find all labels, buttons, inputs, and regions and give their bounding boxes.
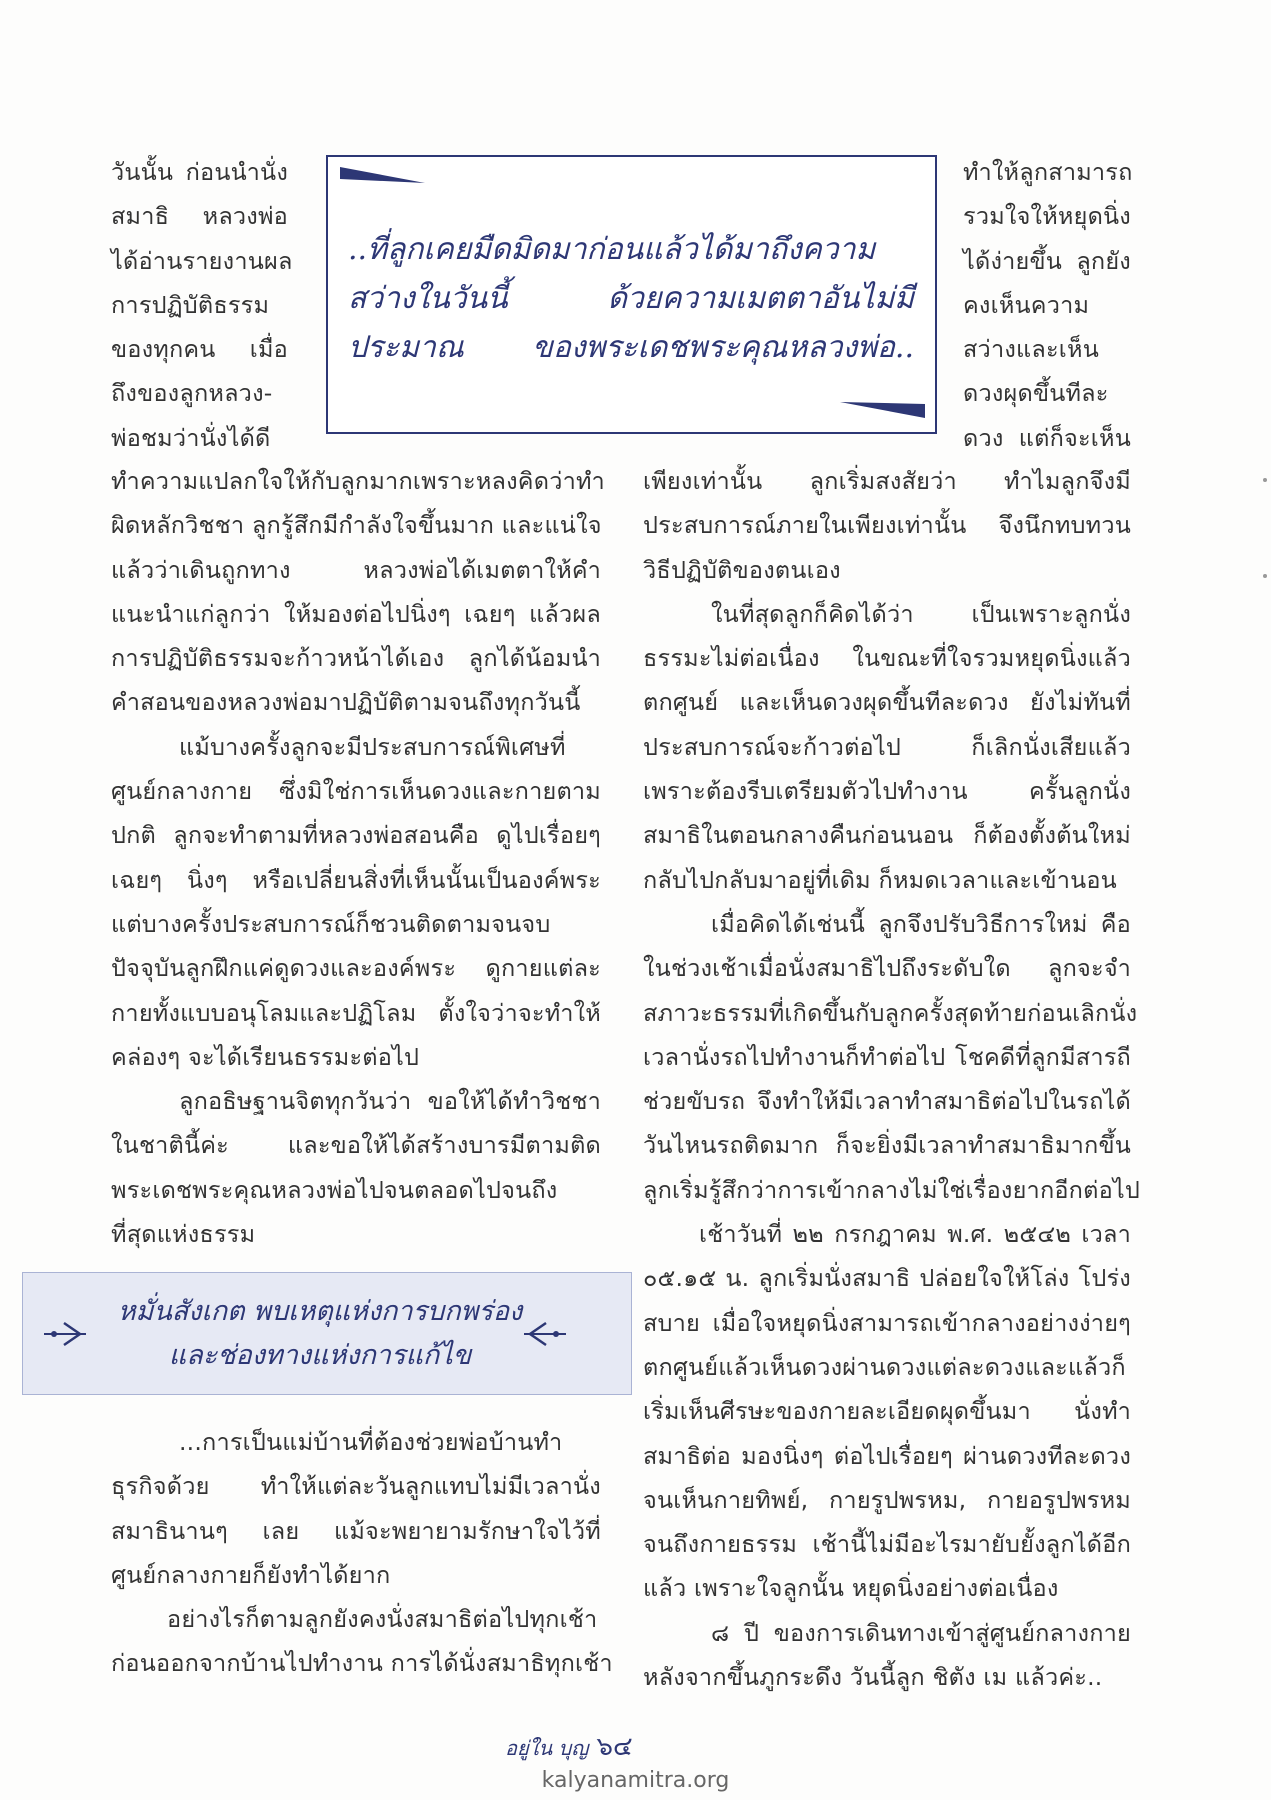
- text-line: ในที่สุดลูกก็คิดได้ว่า เป็นเพราะลูกนั่ง: [711, 599, 1131, 628]
- text-line: คล่องๆ จะได้เรียนธรรมะต่อไป: [111, 1042, 420, 1071]
- text-line: คำสอนของหลวงพ่อมาปฏิบัติตามจนถึงทุกวันนี้: [111, 688, 581, 717]
- text-line: สมาธิในตอนกลางคืนก่อนนอน ก็ต้องตั้งต้นใหม่: [643, 821, 1131, 850]
- text-line: ๐๕.๑๕ น. ลูกเริ่มนั่งสมาธิ ปล่อยใจให้โล่ง โปร่ง: [643, 1264, 1131, 1293]
- text-line: สมาธิ หลวงพ่อ: [111, 202, 288, 231]
- text-line: ของทุกคน เมื่อ: [111, 335, 288, 364]
- heading-line: และช่องทางแห่งการแก้ไข: [168, 1340, 472, 1371]
- text-line: ศูนย์กลางกายก็ยังทำได้ยาก: [111, 1560, 391, 1589]
- text-line: ทำให้ลูกสามารถ: [963, 158, 1133, 186]
- text-line: อย่างไรก็ตามลูกยังคงนั่งสมาธิต่อไปทุกเช้า: [167, 1605, 598, 1634]
- left-bottom-column: [111, 1420, 613, 1686]
- text-line: ทำความแปลกใจให้กับลูกมากเพราะหลงคิดว่าทำ: [111, 467, 605, 495]
- text-line: ในช่วงเช้าเมื่อนั่งสมาธิไปถึงระดับใด ลูกจะจำ: [643, 954, 1131, 983]
- magazine-logo: อยู่ใน บุญ: [505, 1736, 589, 1760]
- text-line: ช่วยขับรถ จึงทำให้มีเวลาทำสมาธิต่อไปในรถได้: [643, 1087, 1131, 1116]
- quote-line: ..ที่ลูกเคยมืดมิดมาก่อนแล้วได้มาถึงความ: [348, 232, 876, 267]
- text-line: สมาธิต่อ มองนิ่งๆ ต่อไปเรื่อยๆ ผ่านดวงทีละดวง: [643, 1441, 1131, 1470]
- text-line: จนเห็นกายทิพย์, กายรูปพรหม, กายอรูปพรหม: [643, 1485, 1131, 1514]
- text-line: แต่บางครั้งประสบการณ์ก็ชวนติดตามจนจบ: [111, 909, 551, 938]
- text-line: พ่อชมว่านั่งได้ดี: [111, 423, 271, 452]
- text-line: ปัจจุบันลูกฝึกแค่ดูดวงและองค์พระ ดูกายแต่ละ: [111, 954, 601, 983]
- quote-line: สว่างในวันนี้ ด้วยความเมตตาอันไม่มี: [348, 281, 914, 316]
- text-line: ที่สุดแห่งธรรม: [111, 1220, 256, 1249]
- text-line: สบาย เมื่อใจหยุดนิ่งสามารถเข้ากลางอย่างง่ายๆ: [643, 1308, 1131, 1337]
- text-line: ปกติ ลูกจะทำตามที่หลวงพ่อสอนคือ ดูไปเรื่อยๆ: [111, 821, 601, 850]
- footer-site-url: kalyanamitra.org: [541, 1768, 730, 1793]
- text-line: ลูกเริ่มรู้สึกว่าการเข้ากลางไม่ใช่เรื่องยากอีกต่อไป: [643, 1175, 1141, 1204]
- text-line: ก่อนออกจากบ้านไปทำงาน การได้นั่งสมาธิทุกเช้า: [111, 1649, 613, 1678]
- text-line: กลับไปกลับมาอยู่ที่เดิม ก็หมดเวลาและเข้านอน: [643, 865, 1117, 894]
- text-line: เมื่อคิดได้เช่นนี้ ลูกจึงปรับวิธีการใหม่ คือ: [711, 909, 1131, 938]
- text-line: กายทั้งแบบอนุโลมและปฏิโลม ตั้งใจว่าจะทำให้: [111, 998, 601, 1027]
- text-line: ดวง แต่ก็จะเห็น: [963, 423, 1131, 452]
- text-line: คงเห็นความ: [963, 290, 1090, 319]
- text-line: ธรรมะไม่ต่อเนื่อง ในขณะที่ใจรวมหยุดนิ่งแล้ว: [643, 644, 1131, 673]
- text-line: ลูกอธิษฐานจิตทุกวันว่า ขอให้ได้ทำวิชชา: [179, 1087, 601, 1116]
- text-line: ประสบการณ์ภายในเพียงเท่านั้น จึงนึกทบทวน: [643, 511, 1131, 540]
- section-heading: [100, 1290, 540, 1378]
- footer-page-marker: [505, 1726, 633, 1767]
- text-line: วันไหนรถติดมาก ก็จะยิ่งมีเวลาทำสมาธิมากขึ้น: [643, 1131, 1131, 1160]
- heading-line: หมั่นสังเกต พบเหตุแห่งการบกพร่อง: [117, 1296, 523, 1327]
- text-line: การปฏิบัติธรรมจะก้าวหน้าได้เอง ลูกได้น้อมนำ: [111, 644, 601, 673]
- text-line: ได้อ่านรายงานผล: [111, 246, 293, 275]
- text-line: ดวงผุดขึ้นทีละ: [963, 379, 1109, 408]
- pull-quote: [348, 225, 914, 372]
- text-line: สมาธินานๆ เลย แม้จะพยายามรักษาใจไว้ที่: [111, 1516, 601, 1545]
- text-line: แล้วว่าเดินถูกทาง หลวงพ่อได้เมตตาให้คำ: [111, 555, 601, 584]
- text-line: แม้บางครั้งลูกจะมีประสบการณ์พิเศษที่: [179, 732, 566, 761]
- text-line: ได้ง่ายขึ้น ลูกยัง: [963, 246, 1131, 275]
- text-line: จนถึงกายธรรม เช้านี้ไม่มีอะไรมายับยั้งลูกได้อีก: [643, 1530, 1131, 1559]
- text-line: วิธีปฏิบัติของตนเอง: [643, 555, 841, 584]
- text-line: ๘ ปี ของการเดินทางเข้าสู่ศูนย์กลางกาย: [711, 1618, 1131, 1647]
- text-line: วันนั้น ก่อนนำนั่ง: [111, 158, 288, 186]
- text-line: ตกศูนย์ และเห็นดวงผุดขึ้นทีละดวง ยังไม่ทันที่: [643, 688, 1131, 717]
- text-line: แล้ว เพราะใจลูกนั้น หยุดนิ่งอย่างต่อเนื่อง: [643, 1574, 1059, 1603]
- text-line: รวมใจให้หยุดนิ่ง: [963, 202, 1131, 231]
- text-line: เพราะต้องรีบเตรียมตัวไปทำงาน ครั้นลูกนั่ง: [643, 777, 1131, 806]
- text-line: หลังจากขึ้นภูกระดึง วันนี้ลูก ชิตัง เม แล้วค่ะ..: [643, 1663, 1103, 1692]
- quote-accent-bottom-icon: [840, 398, 925, 420]
- text-line: เริ่มเห็นศีรษะของกายละเอียดผุดขึ้นมา นั่งทำ: [643, 1397, 1131, 1426]
- text-line: สภาวะธรรมที่เกิดขึ้นกับลูกครั้งสุดท้ายก่อนเลิกนั่ง: [643, 998, 1138, 1027]
- text-line: ถึงของลูกหลวง-: [111, 379, 273, 408]
- text-line: เวลานั่งรถไปทำงานก็ทำต่อไป โชคดีที่ลูกมีสารถี: [643, 1042, 1131, 1071]
- text-line: ตกศูนย์แล้วเห็นดวงผ่านดวงแต่ละดวงและแล้วก็: [643, 1352, 1126, 1381]
- text-line: พระเดชพระคุณหลวงพ่อไปจนตลอดไปจนถึง: [111, 1175, 558, 1204]
- left-top-column: [111, 150, 293, 460]
- quote-line: ประมาณ ของพระเดชพระคุณหลวงพ่อ..: [348, 330, 914, 365]
- text-line: การปฏิบัติธรรม: [111, 290, 270, 319]
- text-line: ประสบการณ์จะก้าวต่อไป ก็เลิกนั่งเสียแล้ว: [643, 732, 1131, 761]
- text-line: ในชาตินี้ค่ะ และขอให้ได้สร้างบารมีตามติด: [111, 1131, 601, 1160]
- text-line: ธุรกิจด้วย ทำให้แต่ละวันลูกแทบไม่มีเวลานั่ง: [111, 1472, 601, 1501]
- scan-speck: [1263, 574, 1267, 578]
- text-line: ผิดหลักวิชชา ลูกรู้สึกมีกำลังใจขึ้นมาก และแน่ใจ: [111, 511, 602, 540]
- scan-speck: [1263, 478, 1267, 482]
- left-main-column: [111, 459, 605, 1256]
- text-line: ศูนย์กลางกาย ซึ่งมิใช่การเห็นดวงและกายตาม: [111, 777, 601, 806]
- right-main-column: [643, 459, 1141, 1699]
- arrow-left-ornament-icon: [42, 1320, 88, 1348]
- text-line: เฉยๆ นิ่งๆ หรือเปลี่ยนสิ่งที่เห็นนั้นเป็นองค์พระ: [111, 865, 601, 894]
- quote-accent-top-icon: [340, 165, 425, 187]
- text-line: เช้าวันที่ ๒๒ กรกฎาคม พ.ศ. ๒๕๔๒ เวลา: [699, 1220, 1131, 1249]
- text-line: ...การเป็นแม่บ้านที่ต้องช่วยพ่อบ้านทำ: [179, 1428, 563, 1456]
- text-line: แนะนำแก่ลูกว่า ให้มองต่อไปนิ่งๆ เฉยๆ แล้วผล: [111, 599, 601, 628]
- right-top-column: [963, 150, 1131, 460]
- text-line: สว่างและเห็น: [963, 335, 1099, 364]
- text-line: เพียงเท่านั้น ลูกเริ่มสงสัยว่า ทำไมลูกจึงมี: [643, 467, 1131, 495]
- page-number: ๖๔: [596, 1732, 633, 1762]
